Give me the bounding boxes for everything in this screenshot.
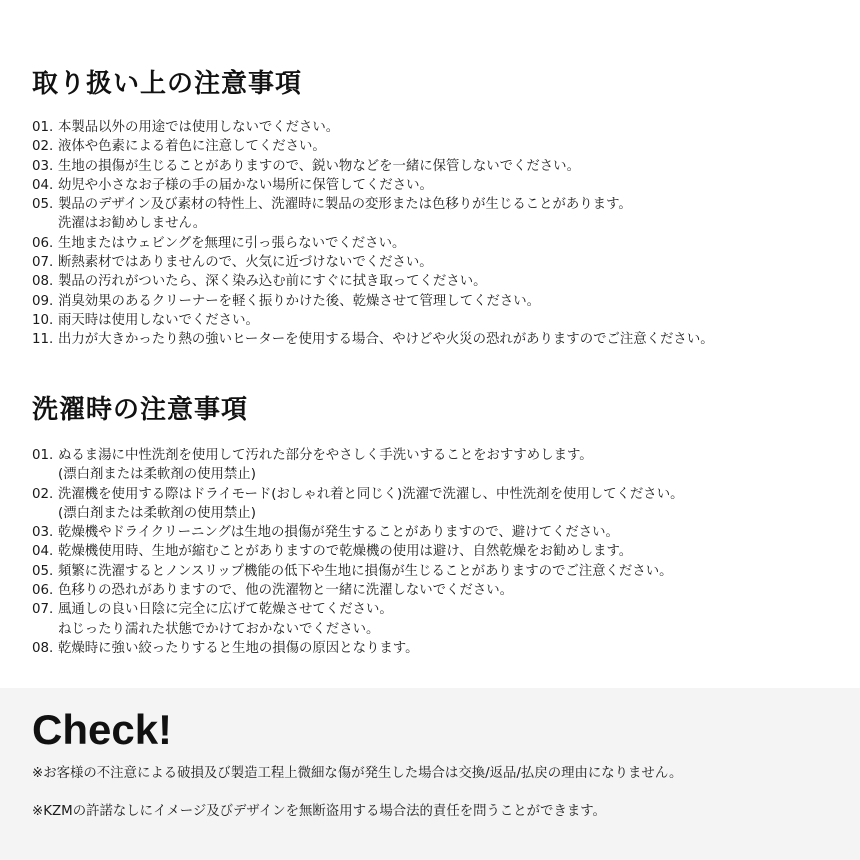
- item-text-line: 断熱素材ではありませんので、火気に近づけないでください。: [58, 255, 433, 271]
- check-title: Check!: [32, 706, 173, 753]
- list-item: [32, 542, 840, 561]
- item-text-continuation: 洗濯はお勧めしません。: [58, 216, 207, 232]
- item-text: [58, 176, 433, 195]
- item-text-line: 幼児や小さなお子様の手の届かない場所に保管してください。: [58, 177, 433, 193]
- item-text-line: ぬるま湯に中性洗剤を使用して汚れた部分をやさしく手洗いすることをおすすめします。: [58, 448, 593, 463]
- washing-title: 洗濯時の注意事項: [32, 395, 249, 425]
- item-number: 09.: [32, 293, 54, 309]
- list-item: [32, 330, 840, 349]
- item-number: 06.: [32, 235, 54, 251]
- list-item: [32, 157, 840, 176]
- item-text-line: 洗濯機を使用する際はドライモード(おしゃれ着と同じく)洗濯で洗濯し、中性洗剤を使用してください。: [58, 486, 684, 502]
- item-number: 02.: [32, 139, 54, 155]
- item-number: 08.: [32, 274, 54, 290]
- item-text-line: 乾燥時に強い絞ったりすると生地の損傷の原因となります。: [58, 640, 419, 656]
- list-item: [32, 292, 840, 311]
- item-text-line: 製品のデザイン及び素材の特性上、洗濯時に製品の変形または色移りが生じることがあります。: [58, 197, 632, 213]
- list-item: [32, 639, 840, 658]
- check-note: ※お客様の不注意による破損及び製造工程上微細な傷が発生した場合は交換/返品/払戻の理由になりません。: [32, 766, 683, 781]
- list-item: [32, 234, 840, 253]
- item-text: [58, 542, 632, 561]
- check-panel: [0, 688, 860, 860]
- item-number: 04.: [32, 544, 54, 560]
- item-text-line: 液体や色素による着色に注意してください。: [58, 139, 326, 155]
- washing-list: [32, 446, 840, 658]
- item-text: [58, 562, 673, 581]
- list-item: [32, 311, 840, 330]
- item-number: 03.: [32, 158, 54, 174]
- item-text-line: 頻繁に洗濯するとノンスリップ機能の低下や生地に損傷が生じることがありますのでご注意ください。: [58, 563, 673, 579]
- list-item: [32, 176, 840, 195]
- item-number: 04.: [32, 177, 54, 193]
- item-number: 05.: [32, 197, 54, 213]
- list-item: [32, 272, 840, 291]
- list-item: [32, 600, 840, 639]
- item-number: 02.: [32, 486, 54, 502]
- item-text-line: 生地またはウェビングを無理に引っ張らないでください。: [58, 235, 406, 251]
- list-item: [32, 118, 840, 137]
- item-number: 10.: [32, 312, 54, 328]
- item-text: [58, 600, 393, 639]
- list-item: [32, 562, 840, 581]
- item-text-line: 消臭効果のあるクリーナーを軽く振りかけた後、乾燥させて管理してください。: [58, 293, 541, 309]
- handling-section: [32, 64, 840, 350]
- item-text-line: 雨天時は使用しないでください。: [58, 312, 259, 328]
- item-text-line: 製品の汚れがついたら、深く染み込む前にすぐに拭き取ってください。: [58, 274, 487, 290]
- item-text-line: 本製品以外の用途では使用しないでください。: [58, 120, 340, 135]
- item-text: [58, 311, 259, 330]
- item-text: [58, 234, 405, 253]
- washing-section: [32, 390, 840, 658]
- item-number: 08.: [32, 640, 54, 656]
- item-text: [58, 446, 593, 485]
- item-text-continuation: (漂白剤または柔軟剤の使用禁止): [58, 467, 256, 483]
- item-text-line: 乾燥機使用時、生地が縮むことがありますので乾燥機の使用は避け、自然乾燥をお勧めします。: [58, 544, 633, 560]
- item-number: 05.: [32, 563, 54, 579]
- item-text-continuation: ねじったり濡れた状態でかけておかないでください。: [58, 621, 380, 637]
- item-number: 01.: [32, 120, 54, 135]
- item-text: [58, 137, 326, 156]
- item-text: [58, 195, 632, 234]
- item-number: 01.: [32, 448, 54, 463]
- list-item: [32, 253, 840, 272]
- check-note: ※KZMの許諾なしにイメージ及びデザインを無断盗用する場合法的責任を問うことができます。: [32, 804, 606, 819]
- item-text: [58, 523, 619, 542]
- item-text-continuation: (漂白剤または柔軟剤の使用禁止): [58, 505, 256, 521]
- item-text: [58, 253, 433, 272]
- item-text-line: 生地の損傷が生じることがありますので、鋭い物などを一緒に保管しないでください。: [58, 158, 580, 174]
- list-item: [32, 485, 840, 524]
- list-item: [32, 195, 840, 234]
- item-text: [58, 272, 487, 291]
- handling-title: 取り扱い上の注意事項: [32, 69, 303, 99]
- item-text-line: 風通しの良い日陰に完全に広げて乾燥させてください。: [58, 602, 393, 618]
- list-item: [32, 137, 840, 156]
- list-item: [32, 581, 840, 600]
- handling-list: [32, 118, 840, 350]
- item-number: 11.: [32, 332, 54, 348]
- item-number: 03.: [32, 525, 54, 541]
- item-text: [58, 118, 339, 137]
- list-item: [32, 523, 840, 542]
- item-text-line: 乾燥機やドライクリーニングは生地の損傷が発生することがありますので、避けてください。: [58, 525, 619, 541]
- item-text: [58, 292, 540, 311]
- item-text: [58, 330, 714, 349]
- item-text-line: 出力が大きかったり熱の強いヒーターを使用する場合、やけどや火災の恐れがありますのでご注意ください。: [58, 332, 714, 348]
- item-number: 07.: [32, 255, 54, 271]
- item-text-line: 色移りの恐れがありますので、他の洗濯物と一緒に洗濯しないでください。: [58, 583, 514, 599]
- item-text: [58, 639, 418, 658]
- item-number: 06.: [32, 583, 54, 599]
- item-text: [58, 581, 513, 600]
- item-text: [58, 157, 580, 176]
- list-item: [32, 446, 840, 485]
- item-text: [58, 485, 683, 524]
- item-number: 07.: [32, 602, 54, 618]
